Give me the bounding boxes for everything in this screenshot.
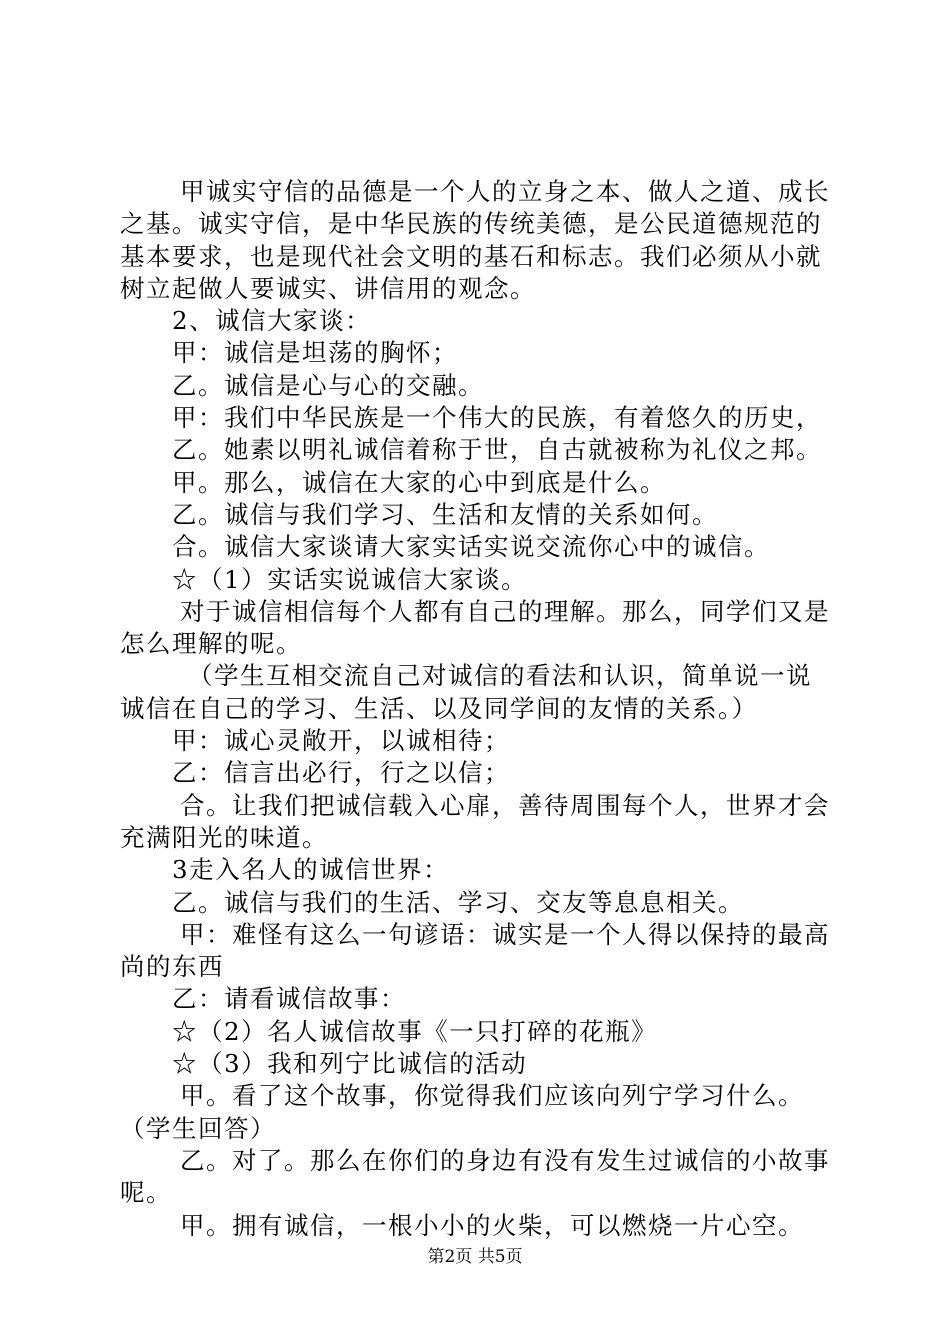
paragraph-intro: 甲诚实守信的品德是一个人的立身之本、做人之道、成长之基。诚实守信，是中华民族的传统美德，是公民道德规范的基本要求，也是现代社会文明的基石和标志。我们必须从小就树立起做人要诚实、讲信用的观念。 xyxy=(120,177,830,303)
document-body xyxy=(120,176,835,1242)
dialogue-line: 甲。看了这个故事，你觉得我们应该向列宁学习什么。 xyxy=(180,1081,804,1111)
section-heading-2: 2、诚信大家谈： xyxy=(172,306,372,336)
dialogue-line: 甲。拥有诚信，一根小小的火柴，可以燃烧一片心空。 xyxy=(180,1210,804,1240)
dialogue-line: 乙：信言出必行，行之以信； xyxy=(172,758,510,788)
paragraph-student-exchange: （学生互相交流自己对诚信的看法和认识，简单说一说诚信在自己的学习、生活、以及同学间的友情的关系。） xyxy=(120,661,812,723)
activity-item-1: ☆（1）实话实说诚信大家谈。 xyxy=(172,564,528,594)
dialogue-line: 乙。诚信是心与心的交融。 xyxy=(172,370,484,400)
activity-item-2: ☆（2）名人诚信故事《一只打碎的花瓶》 xyxy=(172,1016,658,1046)
dialogue-line: 乙：请看诚信故事： xyxy=(172,984,406,1014)
dialogue-line: 乙。她素以明礼诚信着称于世，自古就被称为礼仪之邦。 xyxy=(172,435,822,465)
section-heading-3: 3走入名人的诚信世界： xyxy=(172,855,450,885)
dialogue-line: 乙。诚信与我们的生活、学习、交友等息息相关。 xyxy=(172,887,744,917)
dialogue-line: 乙。诚信与我们学习、生活和友情的关系如何。 xyxy=(172,499,718,529)
dialogue-line: 乙。对了。那么在你们的身边有没有发生过诚信的小故事呢。 xyxy=(120,1145,830,1208)
dialogue-line: 甲：诚心灵敞开，以诚相待； xyxy=(172,726,510,756)
activity-item-3: ☆（3）我和列宁比诚信的活动 xyxy=(172,1049,528,1079)
dialogue-line: 甲：难怪有这么一句谚语：诚实是一个人得以保持的最高尚的东西 xyxy=(120,919,830,982)
paragraph-understanding: 对于诚信相信每个人都有自己的理解。那么，同学们又是怎么理解的呢。 xyxy=(120,596,830,659)
page-number-footer: 第2页 共5页 xyxy=(427,1247,523,1267)
dialogue-line: 合。诚信大家谈请大家实话实说交流你心中的诚信。 xyxy=(172,532,770,562)
dialogue-line: 甲：诚信是坦荡的胸怀； xyxy=(172,338,458,368)
dialogue-line: 甲：我们中华民族是一个伟大的民族，有着悠久的历史， xyxy=(172,403,822,433)
dialogue-line: 合。让我们把诚信载入心扉，善待周围每个人，世界才会充满阳光的味道。 xyxy=(120,790,830,852)
student-answer-note: （学生回答） xyxy=(120,1113,276,1143)
dialogue-line: 甲。那么，诚信在大家的心中到底是什么。 xyxy=(172,467,666,497)
